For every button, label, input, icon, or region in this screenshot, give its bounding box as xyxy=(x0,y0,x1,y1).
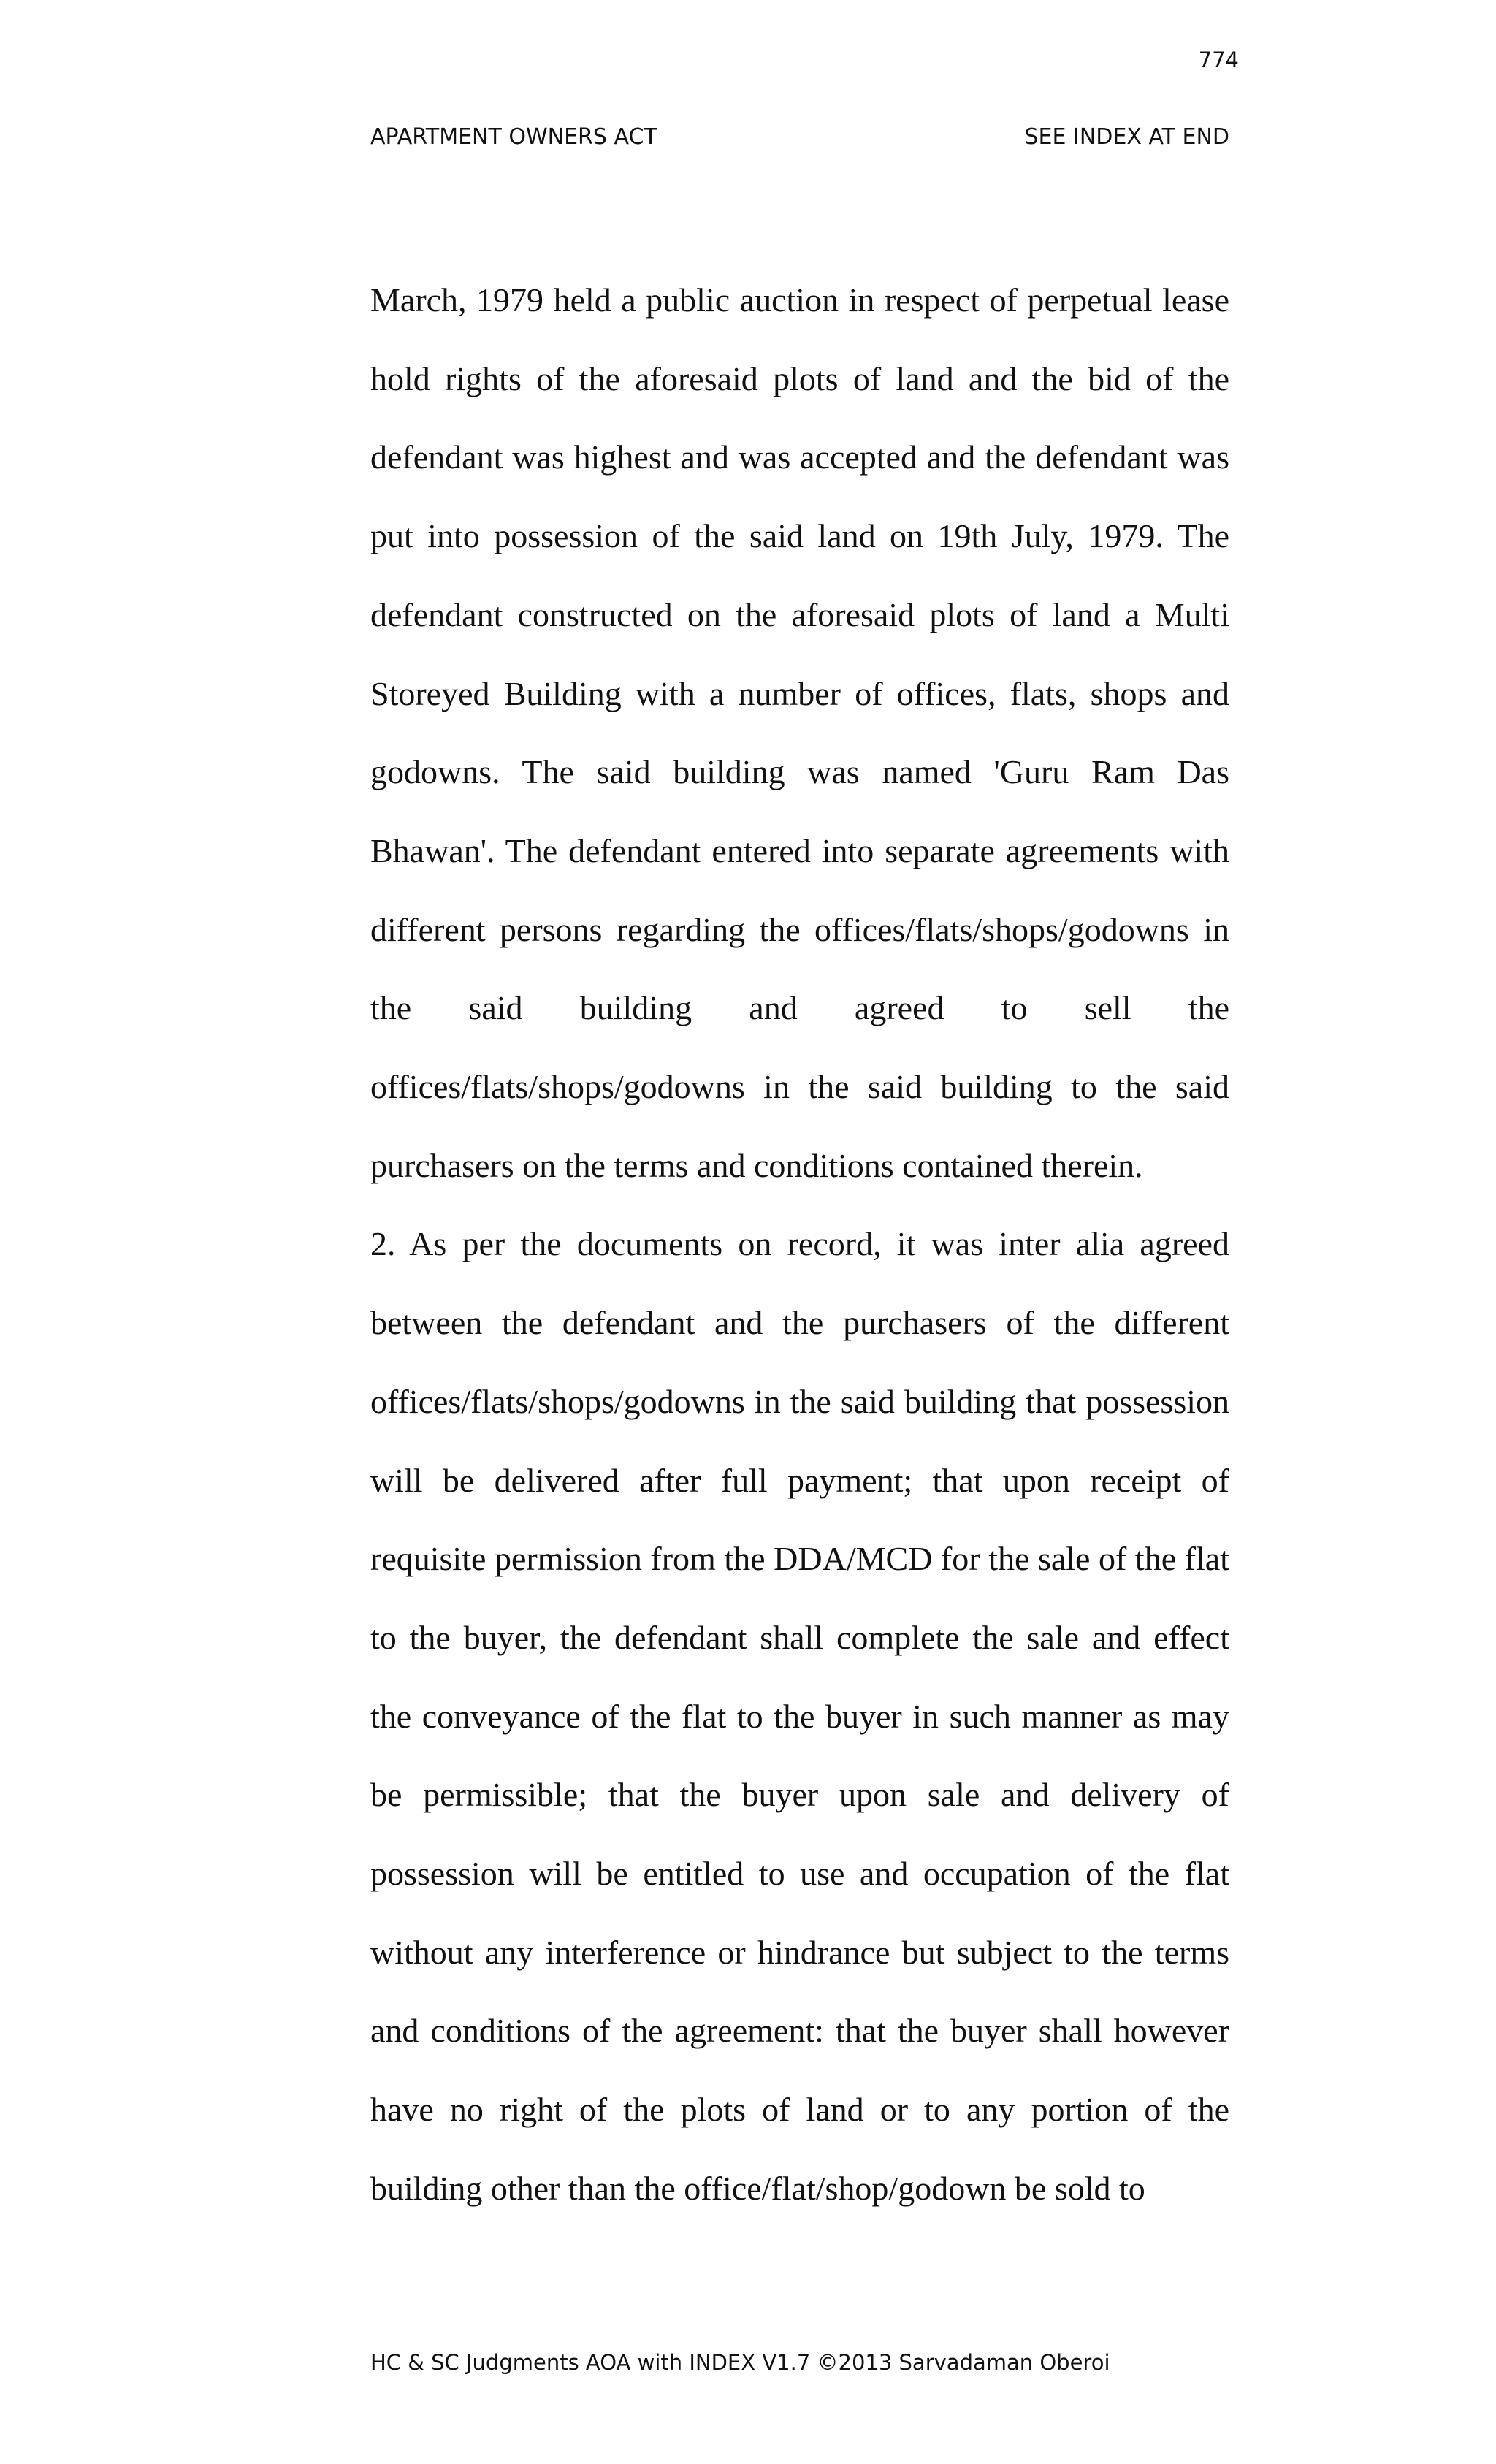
paragraph-2: 2. As per the documents on record, it was inter alia agreed between the defendant and the purchasers of the different offices/flats/shops/godowns in the said building that possession will be delivered after full payment; that upon receipt of requisite permission from the DDA/MCD for the sale of the flat to the buyer, the defendant shall complete the sale and effect the conveyance of the flat to the buyer in such manner as may be permissible; that the buyer upon sale and delivery of possession will be entitled to use and occupation of the flat without any interference or hindrance but subject to the terms and conditions of the agreement: that the buyer shall however have no right of the plots of land or to any portion of the building other than the office/flat/shop/godown be sold to xyxy=(370,1225,1229,2207)
header-right-title: SEE INDEX AT END xyxy=(1024,124,1229,150)
running-header xyxy=(370,121,1229,153)
document-body xyxy=(370,261,1229,2228)
header-left-title: APARTMENT OWNERS ACT xyxy=(370,124,657,150)
page-number: 774 xyxy=(1198,47,1239,72)
paragraph-1: March, 1979 held a public auction in respect of perpetual lease hold rights of the aforesaid plots of land and the bid of the defendant was highest and was accepted and the defendant was put into possession of the said land on 19th July, 1979. The defendant constructed on the aforesaid plots of land a Multi Storeyed Building with a number of offices, flats, shops and godowns. The said building was named 'Guru Ram Das Bhawan'. The defendant entered into separate agreements with different persons regarding the offices/flats/shops/godowns in the said building and agreed to sell the offices/flats/shops/godowns in the said building to the said purchasers on the terms and conditions contained therein. xyxy=(370,281,1229,1184)
page-footer: HC & SC Judgments AOA with INDEX V1.7 ©2013 Sarvadaman Oberoi xyxy=(370,2350,1110,2375)
